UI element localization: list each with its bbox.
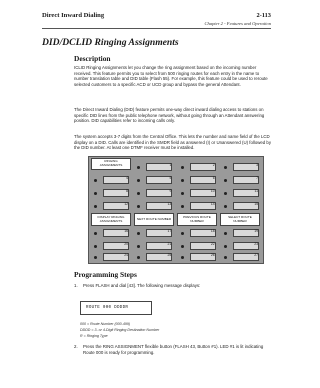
display-note: 000 = Route Number (000-499) [80,322,131,326]
display-note: DDDD = 3- or 4-Digit Ringing Destination Number [80,328,160,332]
led-indicator-icon [181,256,184,259]
button-number: 20 [124,242,128,246]
flexible-button [91,175,131,185]
button-key [146,163,172,171]
flexible-button [91,201,131,211]
flexible-button [134,162,174,172]
led-indicator-icon [137,245,140,248]
led-indicator-icon [137,179,140,182]
flexible-button [221,188,261,198]
led-indicator-icon [224,179,227,182]
programming-heading: Programming Steps [74,270,137,279]
description-paragraph-1: ICLID Ringing Assignments let you change the ring assignment based on the incoming number received. This feature permits you to select from 500 ringing routes for each entry in the name to number translation table and DID table (Flash 55). For example, this feature could be used to reroute selected customers to a specific ACD or UCD group and bypass the general Attendant. [74,65,268,87]
button-key [146,176,172,184]
header-section-name: Direct Inward Dialing [42,12,105,19]
button-number: 27 [254,253,258,257]
led-indicator-icon [181,179,184,182]
step-2-text: Press the RING ASSIGNMENT flexible button (FLASH 43, Button #1). LED #1 is lit indicating Route 000 is ready for programming. [83,344,264,355]
button-number: 8 [126,189,128,193]
flexible-button [221,228,261,238]
description-paragraph-3: The system accepts 3-7 digits from the Central Office. This lets the number and name field of the LCD display on a DID. Calls are identified in the SMDR field as answered (I) or Unanswered (U) followed by the DID number. At least one DTMF receiver must be installed. [74,134,272,151]
lcd-display: ROUTE 000 DDDDR [80,301,152,315]
led-indicator-icon [224,256,227,259]
display-note: R = Ringing Type [80,334,108,338]
flexible-button [134,228,174,238]
led-indicator-icon [94,205,97,208]
button-number: 1 [169,163,172,167]
keyboard-row [91,252,261,262]
flexible-button [221,162,261,172]
led-indicator-icon [181,232,184,235]
flexible-button [178,162,218,172]
led-indicator-icon [224,232,227,235]
button-number: 26 [210,253,215,257]
step-2-number: 2. [74,344,78,349]
flexible-button [221,241,261,251]
flexible-button [91,228,131,238]
button-key [190,176,216,184]
flexible-button [91,188,131,198]
button-number: 3 [256,163,258,167]
flexible-button [178,228,218,238]
button-number: 17 [167,229,172,233]
led-indicator-icon [94,179,97,182]
flexible-button [134,252,174,262]
header-page-number: 2-113 [256,12,271,19]
step-1-number: 1. [74,283,78,288]
led-indicator-icon [137,166,140,169]
flexible-button [221,175,261,185]
header-rule [42,28,271,29]
button-number: 13 [167,202,172,206]
flexible-button [178,188,218,198]
flexible-button [134,188,174,198]
button-key [103,189,129,197]
flexible-button [134,241,174,251]
step-1-text: Press FLASH and dial [43]. The following message displays: [83,283,201,288]
button-number: 7 [256,176,258,180]
flexible-button [134,175,174,185]
led-indicator-icon [94,256,97,259]
keyboard-function-label: PREVIOUS ROUTE NUMBER [177,213,217,226]
button-number: 22 [210,242,215,246]
keyboard-function-label: SELECT ROUTE NUMBER [220,213,260,226]
flexible-button [178,175,218,185]
led-indicator-icon [224,205,227,208]
button-number: 19 [254,229,258,233]
button-number: 4 [126,176,128,180]
button-number: 16 [124,229,128,233]
led-indicator-icon [137,205,140,208]
keyboard-row [91,228,261,238]
button-key [103,176,129,184]
button-key [233,176,259,184]
led-indicator-icon [224,166,227,169]
ringing-assignments-label: RINGING ASSIGNMENTS [91,158,131,170]
description-heading: Description [74,54,111,63]
flexible-button [91,252,131,262]
button-key [146,189,172,197]
keyboard-function-label: NEXT ROUTE NUMBER [134,213,174,226]
keyboard-row [91,241,261,251]
button-key [190,163,216,171]
button-number: 2 [212,163,215,167]
header-chapter: Chapter 2 - Features and Operation [204,21,271,26]
button-key [233,163,259,171]
button-number: 21 [167,242,172,246]
flexible-button [178,252,218,262]
led-indicator-icon [181,245,184,248]
led-indicator-icon [137,192,140,195]
led-indicator-icon [94,245,97,248]
flexible-button [178,201,218,211]
led-indicator-icon [224,245,227,248]
flexible-button [221,201,261,211]
led-indicator-icon [181,205,184,208]
button-number: 9 [169,189,172,193]
led-indicator-icon [137,256,140,259]
led-indicator-icon [181,192,184,195]
flexible-button [221,252,261,262]
led-indicator-icon [224,192,227,195]
button-number: 5 [169,176,172,180]
led-indicator-icon [94,232,97,235]
keyboard-row [91,201,261,211]
description-paragraph-2: The Direct Inward Dialing (DID) feature permits one-way direct inward dialing access to stations on specific DID lines from the public telephone network, without going through an Attendant answering position. DID capabilities refer to incoming calls only. [74,107,265,124]
button-number: 25 [167,253,172,257]
button-number: 18 [210,229,215,233]
keyboard-function-label: DISPLAY RINGING ASSIGNMENTS [91,213,131,226]
section-title: DID/DCLID Ringing Assignments [42,37,179,48]
button-number: 6 [212,176,215,180]
button-number: 10 [210,189,215,193]
button-number: 11 [254,189,258,193]
keyboard-row [91,188,261,198]
button-number: 15 [254,202,258,206]
led-indicator-icon [94,192,97,195]
flexible-button [91,241,131,251]
led-indicator-icon [181,166,184,169]
flexible-button [134,201,174,211]
button-number: 14 [210,202,215,206]
led-indicator-icon [137,232,140,235]
flexible-button [178,241,218,251]
button-number: 24 [124,253,128,257]
button-number: 23 [254,242,258,246]
keyboard-row [91,175,261,185]
button-number: 12 [124,202,128,206]
flexible-button-keyboard [88,156,264,264]
